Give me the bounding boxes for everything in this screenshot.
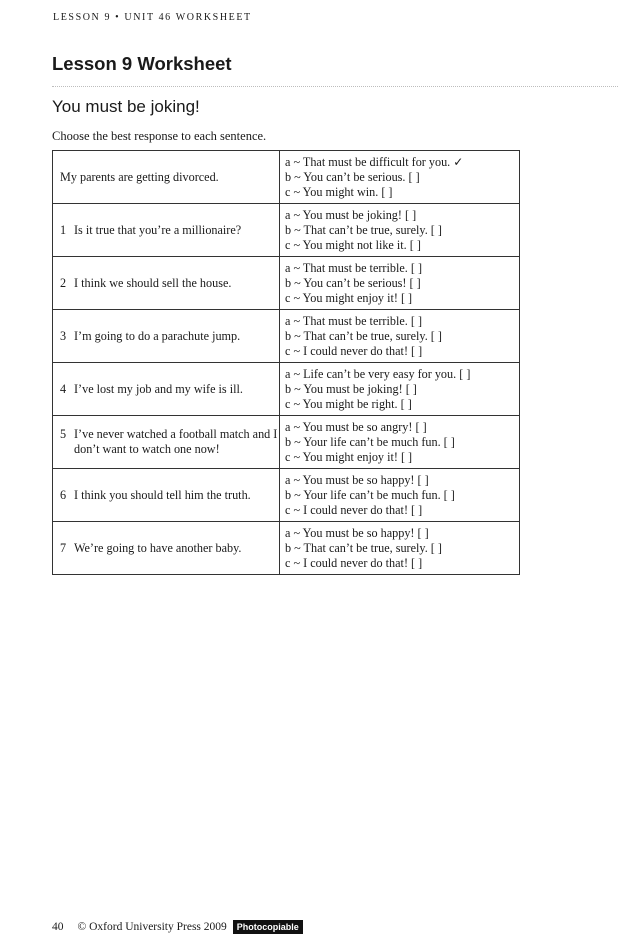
table-row xyxy=(53,522,520,575)
worksheet-subtitle: You must be joking! xyxy=(52,97,200,116)
prompt-text: I’ve never watched a football match and I don’t want to watch one now! xyxy=(74,427,278,456)
response-option-a: a ~ You must be joking! [ ] xyxy=(285,207,417,222)
prompt-cell xyxy=(53,469,280,522)
prompt-text: My parents are getting divorced. xyxy=(60,169,219,184)
response-option-a: a ~ That must be difficult for you. ✓ xyxy=(285,154,464,169)
response-cell xyxy=(280,469,520,522)
response-option-c: c ~ You might not like it. [ ] xyxy=(285,237,421,252)
prompt-text: Is it true that you’re a millionaire? xyxy=(74,222,242,237)
item-number: 2 xyxy=(60,275,67,290)
instructions: Choose the best response to each sentence. xyxy=(52,129,267,143)
prompt-text: I think you should tell him the truth. xyxy=(74,487,251,502)
response-option-a: a ~ You must be so happy! [ ] xyxy=(285,472,429,487)
response-cell xyxy=(280,257,520,310)
response-option-a: a ~ That must be terrible. [ ] xyxy=(285,313,423,328)
response-option-c: c ~ You might enjoy it! [ ] xyxy=(285,290,413,305)
table-row xyxy=(53,469,520,522)
item-number: 4 xyxy=(60,381,67,396)
prompt-text: We’re going to have another baby. xyxy=(74,540,242,555)
response-cell xyxy=(280,151,520,204)
response-option-b: b ~ That can’t be true, surely. [ ] xyxy=(285,328,442,343)
response-cell xyxy=(280,522,520,575)
item-number: 7 xyxy=(60,540,67,555)
copyright-text: © Oxford University Press 2009 xyxy=(77,921,227,933)
response-option-b: b ~ You can’t be serious. [ ] xyxy=(285,169,420,184)
table-row xyxy=(53,204,520,257)
item-number: 5 xyxy=(60,427,67,441)
exercise-table xyxy=(52,150,520,575)
response-cell xyxy=(280,310,520,363)
table-row xyxy=(53,363,520,416)
response-option-c: c ~ You might win. [ ] xyxy=(285,184,393,199)
response-option-c: c ~ You might be right. [ ] xyxy=(285,396,412,411)
table-row xyxy=(53,416,520,469)
prompt-cell xyxy=(53,151,280,204)
table-row xyxy=(53,257,520,310)
photocopiable-badge: Photocopiable xyxy=(233,920,303,934)
prompt-text: I think we should sell the house. xyxy=(74,275,232,290)
response-option-a: a ~ You must be so angry! [ ] xyxy=(285,419,427,434)
response-cell xyxy=(280,363,520,416)
item-number: 3 xyxy=(60,328,67,343)
page-number: 40 xyxy=(52,921,64,933)
response-option-a: a ~ You must be so happy! [ ] xyxy=(285,525,429,540)
response-cell xyxy=(280,204,520,257)
response-option-c: c ~ I could never do that! [ ] xyxy=(285,502,423,517)
response-option-a: a ~ That must be terrible. [ ] xyxy=(285,260,423,275)
table-row xyxy=(53,151,520,204)
prompt-text: I’ve lost my job and my wife is ill. xyxy=(74,381,243,396)
prompt-cell xyxy=(53,363,280,416)
page-footer xyxy=(52,920,303,934)
table-row xyxy=(53,310,520,363)
item-number: 6 xyxy=(60,487,67,502)
response-option-b: b ~ You can’t be serious! [ ] xyxy=(285,275,421,290)
response-option-b: b ~ That can’t be true, surely. [ ] xyxy=(285,540,442,555)
worksheet-title: Lesson 9 Worksheet xyxy=(52,53,232,74)
title-rule xyxy=(52,86,618,87)
response-option-c: c ~ I could never do that! [ ] xyxy=(285,555,423,570)
response-option-b: b ~ That can’t be true, surely. [ ] xyxy=(285,222,442,237)
response-option-c: c ~ I could never do that! [ ] xyxy=(285,343,423,358)
prompt-cell xyxy=(53,416,280,469)
prompt-cell xyxy=(53,204,280,257)
prompt-text: I’m going to do a parachute jump. xyxy=(74,328,241,343)
item-number: 1 xyxy=(60,222,67,237)
running-head: LESSON 9 • UNIT 46 WORKSHEET xyxy=(53,12,252,23)
response-option-b: b ~ You must be joking! [ ] xyxy=(285,381,417,396)
response-option-a: a ~ Life can’t be very easy for you. [ ] xyxy=(285,366,471,381)
prompt-cell xyxy=(53,310,280,363)
response-option-c: c ~ You might enjoy it! [ ] xyxy=(285,449,413,464)
response-option-b: b ~ Your life can’t be much fun. [ ] xyxy=(285,434,455,449)
response-option-b: b ~ Your life can’t be much fun. [ ] xyxy=(285,487,455,502)
prompt-cell xyxy=(53,257,280,310)
response-cell xyxy=(280,416,520,469)
prompt-cell xyxy=(53,522,280,575)
